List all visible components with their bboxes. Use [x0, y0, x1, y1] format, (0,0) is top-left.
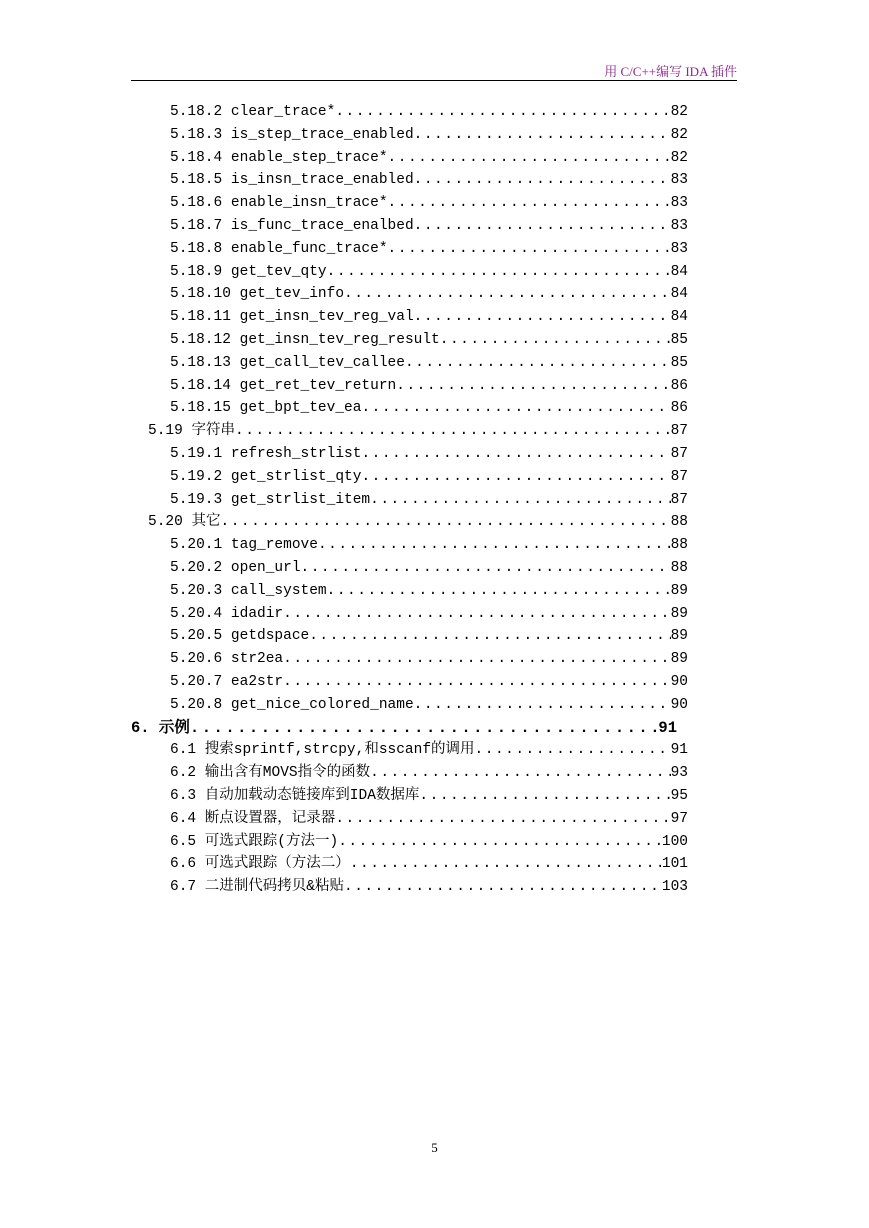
toc-entry-line: [170, 261, 688, 284]
toc-leader-dots: [350, 853, 662, 876]
toc-entry[interactable]: [0, 375, 869, 398]
toc-entry-line: [170, 329, 688, 352]
toc-entry-title: 5.18.4 enable_step_trace*: [170, 149, 388, 166]
toc-entry[interactable]: [0, 785, 869, 808]
toc-entry-page: 90: [670, 696, 688, 713]
toc-entry-title: 5.18.11 get_insn_tev_reg_val: [170, 309, 414, 326]
toc-entry[interactable]: [0, 101, 869, 124]
toc-entry-line: [170, 101, 688, 124]
toc-entry-title: 6.6 可选式跟踪（方法二）: [170, 856, 350, 873]
toc-entry-line: [170, 831, 688, 854]
toc-entry-line: [170, 283, 688, 306]
toc-entry-title: 6.4 断点设置器，记录器: [170, 810, 336, 827]
toc-entry[interactable]: [0, 283, 869, 306]
toc-entry[interactable]: [0, 489, 869, 512]
toc-entry-line: [170, 694, 688, 717]
toc-entry-line: [170, 534, 688, 557]
toc-entry-line: [170, 443, 688, 466]
toc-entry-line: [170, 215, 688, 238]
table-of-contents: [0, 101, 869, 899]
toc-entry-title: 5.19.3 get_strlist_item: [170, 491, 371, 508]
header-rule: [131, 80, 737, 81]
toc-entry-title: 5.18.15 get_bpt_tev_ea: [170, 400, 362, 417]
toc-entry-page: 88: [670, 537, 688, 554]
toc-entry-page: 100: [661, 833, 688, 850]
toc-leader-dots: [327, 580, 671, 603]
toc-entry-page: 82: [670, 126, 688, 143]
toc-entry[interactable]: [0, 580, 869, 603]
toc-entry-line: [170, 466, 688, 489]
toc-entry[interactable]: [0, 397, 869, 420]
toc-entry[interactable]: [0, 557, 869, 580]
toc-entry-page: 89: [670, 651, 688, 668]
toc-entry-page: 89: [670, 605, 688, 622]
toc-entry-title: 5.18.2 clear_trace*: [170, 104, 336, 120]
toc-leader-dots: [309, 625, 670, 648]
toc-entry-title: 6.1 搜索sprintf,strcpy,和sscanf的调用: [170, 742, 475, 759]
toc-entry[interactable]: [0, 808, 869, 831]
toc-entry[interactable]: [0, 420, 869, 443]
toc-entry-title: 6.5 可选式跟踪(方法一): [170, 833, 339, 850]
toc-entry-title: 5.20.4 idadir: [170, 605, 284, 622]
toc-entry-line: [148, 420, 688, 443]
toc-entry[interactable]: [0, 534, 869, 557]
toc-entry[interactable]: [0, 648, 869, 671]
toc-entry[interactable]: [0, 261, 869, 284]
toc-entry-page: 84: [670, 263, 688, 280]
toc-entry[interactable]: [0, 694, 869, 717]
toc-entry-title: 6.7 二进制代码拷贝&粘贴: [170, 879, 345, 896]
toc-leader-dots: [338, 831, 662, 854]
toc-entry-line: [170, 306, 688, 329]
toc-entry[interactable]: [0, 717, 869, 740]
toc-entry-title: 5.20.5 getdspace: [170, 628, 310, 645]
toc-leader-dots: [370, 489, 670, 512]
toc-leader-dots: [475, 739, 671, 762]
toc-entry-page: 86: [670, 377, 688, 394]
toc-entry-page: 83: [670, 172, 688, 189]
toc-leader-dots: [301, 557, 671, 580]
toc-entry-page: 83: [670, 195, 688, 212]
toc-entry-title: 5.20.1 tag_remove: [170, 537, 318, 554]
toc-entry[interactable]: [0, 876, 869, 899]
toc-leader-dots: [344, 283, 671, 306]
toc-entry-page: 83: [670, 240, 688, 257]
toc-entry-title: 5.20.8 get_nice_colored_name: [170, 696, 414, 713]
toc-entry-page: 91: [658, 718, 677, 737]
toc-leader-dots: [318, 534, 671, 557]
toc-entry-page: 90: [670, 673, 688, 690]
toc-leader-dots: [388, 147, 671, 170]
toc-entry-title: 5.19.1 refresh_strlist: [170, 445, 362, 462]
toc-entry[interactable]: [0, 215, 869, 238]
toc-entry-line: [170, 352, 688, 375]
toc-entry[interactable]: [0, 625, 869, 648]
toc-entry[interactable]: [0, 238, 869, 261]
toc-entry[interactable]: [0, 739, 869, 762]
toc-entry-line: [170, 580, 688, 603]
toc-entry-title: 5.18.7 is_func_trace_enalbed: [170, 217, 414, 234]
toc-entry-page: 82: [670, 104, 688, 120]
toc-entry-page: 89: [670, 582, 688, 599]
running-header-title: 用 C/C++编写 IDA 插件: [604, 64, 737, 79]
toc-leader-dots: [335, 101, 670, 124]
toc-leader-dots: [361, 397, 670, 420]
toc-entry-line: [148, 511, 688, 534]
toc-leader-dots: [283, 603, 670, 626]
toc-entry-line: [131, 717, 677, 740]
toc-entry-title: 5.20.6 str2ea: [170, 651, 284, 668]
toc-entry-page: 85: [670, 354, 688, 371]
toc-leader-dots: [405, 352, 671, 375]
toc-entry-title: 6.2 输出含有MOVS指令的函数: [170, 765, 371, 782]
toc-entry[interactable]: [0, 443, 869, 466]
toc-leader-dots: [335, 808, 670, 831]
toc-leader-dots: [235, 420, 671, 443]
toc-entry[interactable]: [0, 603, 869, 626]
toc-entry-title: 5.18.5 is_insn_trace_enabled: [170, 172, 414, 189]
toc-entry-page: 95: [670, 787, 688, 804]
toc-leader-dots: [327, 261, 671, 284]
toc-entry-title: 5.18.12 get_insn_tev_reg_result: [170, 331, 440, 348]
toc-leader-dots: [361, 443, 670, 466]
toc-leader-dots: [388, 192, 671, 215]
toc-entry-line: [170, 625, 688, 648]
toc-leader-dots: [440, 329, 671, 352]
toc-entry-line: [170, 238, 688, 261]
toc-leader-dots: [283, 671, 670, 694]
toc-entry-page: 84: [670, 309, 688, 326]
toc-entry-page: 89: [670, 628, 688, 645]
toc-entry-page: 88: [670, 514, 688, 531]
toc-leader-dots: [370, 762, 670, 785]
toc-entry-title: 5.18.6 enable_insn_trace*: [170, 195, 388, 212]
toc-entry[interactable]: [0, 147, 869, 170]
toc-entry[interactable]: [0, 306, 869, 329]
toc-entry-line: [170, 603, 688, 626]
toc-entry-title: 5.20.7 ea2str: [170, 673, 284, 690]
toc-entry[interactable]: [0, 169, 869, 192]
toc-entry-page: 97: [670, 810, 688, 827]
toc-entry-page: 91: [670, 742, 688, 759]
toc-entry[interactable]: [0, 124, 869, 147]
toc-entry-page: 87: [670, 423, 688, 440]
toc-entry-line: [170, 671, 688, 694]
toc-entry-title: 5.19 字符串: [148, 423, 236, 440]
toc-entry[interactable]: [0, 831, 869, 854]
toc-entry-line: [170, 808, 688, 831]
toc-entry-line: [170, 375, 688, 398]
toc-entry-title: 5.18.3 is_step_trace_enabled: [170, 126, 414, 143]
toc-leader-dots: [414, 124, 671, 147]
toc-leader-dots: [283, 648, 670, 671]
toc-entry[interactable]: [0, 762, 869, 785]
toc-leader-dots: [221, 511, 671, 534]
toc-entry-line: [170, 124, 688, 147]
toc-entry-page: 85: [670, 331, 688, 348]
toc-leader-dots: [414, 215, 671, 238]
toc-entry-line: [170, 169, 688, 192]
toc-entry-page: 87: [670, 491, 688, 508]
toc-entry-page: 86: [670, 400, 688, 417]
toc-entry[interactable]: [0, 853, 869, 876]
toc-entry-page: 83: [670, 217, 688, 234]
page-number: 5: [431, 1140, 438, 1155]
toc-entry-line: [170, 876, 688, 899]
toc-entry-title: 5.18.13 get_call_tev_callee: [170, 354, 405, 371]
toc-leader-dots: [414, 169, 671, 192]
toc-entry-title: 5.18.9 get_tev_qty: [170, 263, 327, 280]
toc-entry-page: 88: [670, 559, 688, 576]
toc-entry-title: 5.18.8 enable_func_trace*: [170, 240, 388, 257]
toc-entry[interactable]: [0, 511, 869, 534]
toc-entry-line: [170, 853, 688, 876]
toc-entry[interactable]: [0, 352, 869, 375]
toc-leader-dots: [396, 375, 670, 398]
toc-entry[interactable]: [0, 466, 869, 489]
toc-leader-dots: [388, 238, 671, 261]
toc-entry-title: 5.20.3 call_system: [170, 582, 327, 599]
toc-entry-page: 84: [670, 286, 688, 303]
toc-entry-line: [170, 762, 688, 785]
toc-entry[interactable]: [0, 329, 869, 352]
toc-entry-line: [170, 397, 688, 420]
toc-leader-dots: [344, 876, 662, 899]
toc-entry[interactable]: [0, 192, 869, 215]
toc-entry-page: 103: [661, 879, 688, 896]
toc-entry-title: 5.20.2 open_url: [170, 559, 301, 576]
toc-leader-dots: [361, 466, 670, 489]
toc-entry-title: 5.18.10 get_tev_info: [170, 286, 345, 303]
toc-entry-title: 5.18.14 get_ret_tev_return: [170, 377, 397, 394]
toc-entry-line: [170, 489, 688, 512]
toc-leader-dots: [190, 717, 658, 740]
toc-entry[interactable]: [0, 671, 869, 694]
toc-entry-title: 6. 示例: [131, 718, 190, 737]
toc-entry-title: 5.20 其它: [148, 514, 221, 531]
toc-leader-dots: [419, 785, 670, 808]
toc-entry-line: [170, 147, 688, 170]
toc-entry-line: [170, 739, 688, 762]
toc-entry-page: 87: [670, 468, 688, 485]
toc-entry-line: [170, 192, 688, 215]
toc-entry-line: [170, 557, 688, 580]
toc-entry-line: [170, 785, 688, 808]
toc-entry-line: [170, 648, 688, 671]
toc-leader-dots: [414, 694, 671, 717]
toc-entry-page: 82: [670, 149, 688, 166]
toc-entry-page: 101: [661, 856, 688, 873]
toc-entry-title: 5.19.2 get_strlist_qty: [170, 468, 362, 485]
toc-entry-page: 93: [670, 765, 688, 782]
toc-entry-page: 87: [670, 445, 688, 462]
toc-entry-title: 6.3 自动加载动态链接库到IDA数据库: [170, 787, 420, 804]
toc-leader-dots: [414, 306, 671, 329]
